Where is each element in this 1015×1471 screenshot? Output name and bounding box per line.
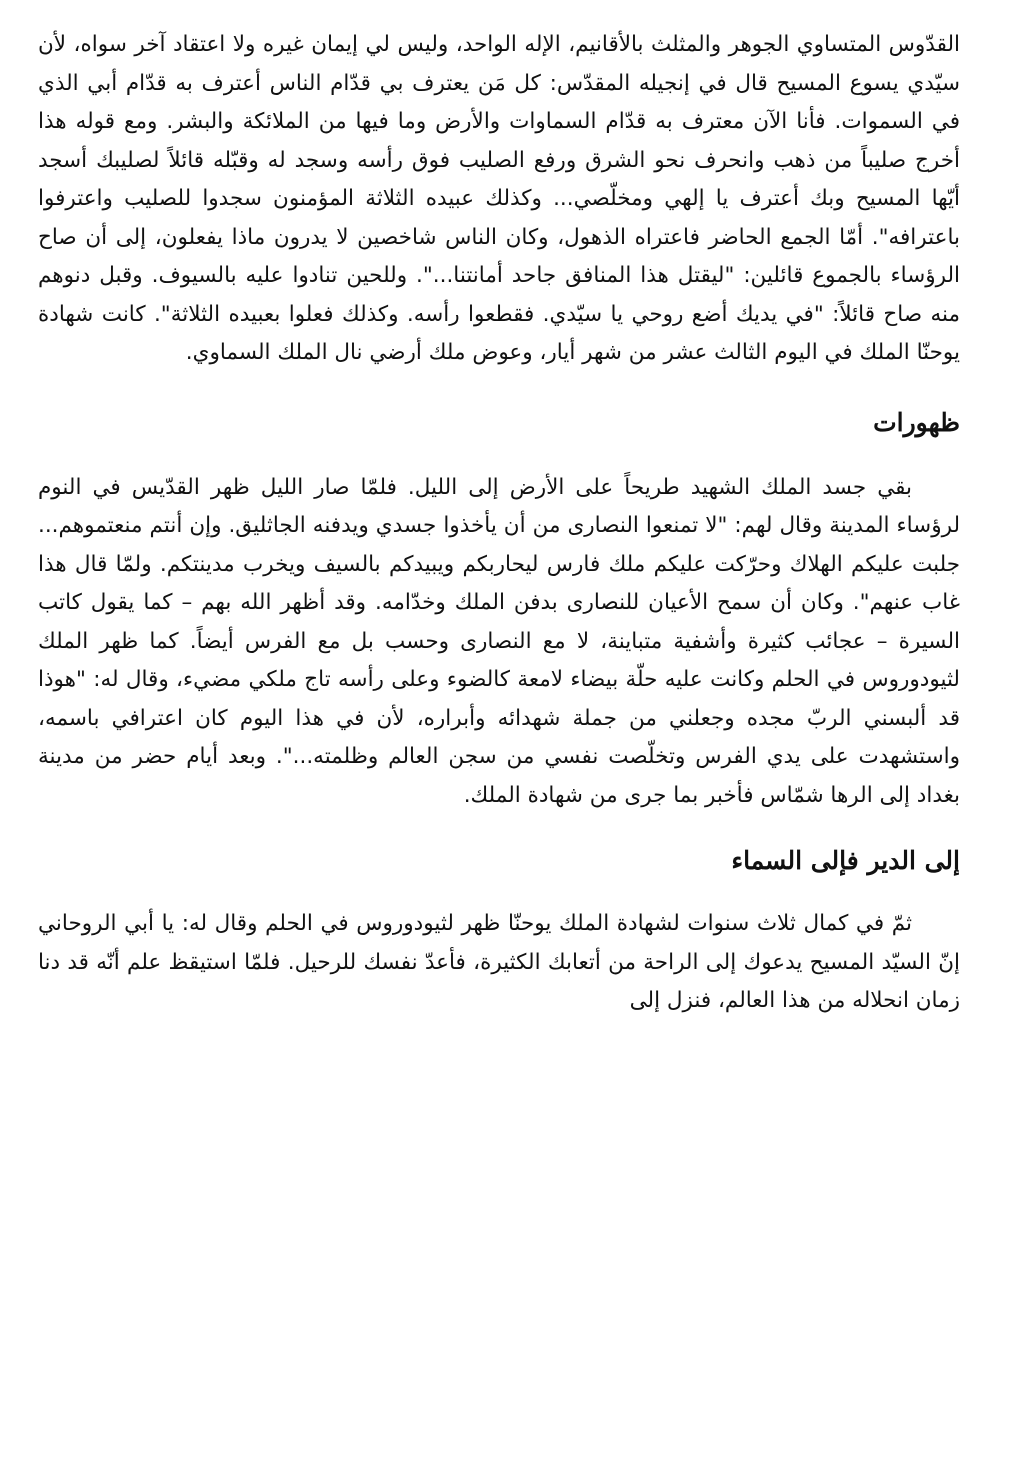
paragraph-monastery: ثمّ في كمال ثلاث سنوات لشهادة الملك يوحنّا ظهر لثيودوروس في الحلم وقال له: يا أبي الروحاني إنّ السيّد المسيح يدعوك إلى الراحة من أتعابك الكثيرة، فأعدّ نفسك للرحيل. فلمّا استيقظ علم أنّه قد دنا زمان انحلاله من هذا العالم، فنزل إلى <box>38 911 960 1013</box>
section-heading-apparitions: ظهورات <box>873 407 960 437</box>
paragraph-martyrdom: القدّوس المتساوي الجوهر والمثلث بالأقانيم، الإله الواحد، وليس لي إيمان غيره ولا اعتقاد آخر سواه، لأن سيّدي يسوع المسيح قال في إنجيله المقدّس: كل مَن يعترف بي قدّام الناس أعترف به قدّام أبي الذي في السموات. فأنا الآن معترف به قدّام السماوات والأرض وما فيها من الملائكة والبشر. ومع قوله هذا أخرج صليباً من ذهب وانحرف نحو الشرق ورفع الصليب فوق رأسه وسجد له وقبّله قائلاً لصليبك أسجد أيّها المسيح وبك أعترف يا إلهي ومخلّصي... وكذلك عبيده الثلاثة المؤمنون سجدوا للصليب واعترفوا باعترافه". أمّا الجمع الحاضر فاعتراه الذهول، وكان الناس شاخصين لا يدرون ماذا يفعلون، إلى أن صاح الرؤساء بالجموع قائلين: "ليقتل هذا المنافق جاحد أمانتنا...". وللحين تنادوا عليه بالسيوف. وقبل دنوهم منه صاح قائلاً: "في يديك أضع روحي يا سيّدي. فقطعوا رأسه. وكذلك فعلوا بعبيده الثلاثة". كانت شهادة يوحنّا الملك في اليوم الثالث عشر من شهر أيار، وعوض ملك أرضي نال الملك السماوي. <box>38 32 960 365</box>
document-page <box>38 26 960 1021</box>
paragraph-apparitions: بقي جسد الملك الشهيد طريحاً على الأرض إلى الليل. فلمّا صار الليل ظهر القدّيس في النوم لرؤساء المدينة وقال لهم: "لا تمنعوا النصارى من أن يأخذوا جسدي ويدفنه الجاثليق. وإن أنتم منعتموهم... جلبت عليكم الهلاك وحرّكت عليكم ملك فارس ليحاربكم ويبيدكم بالسيف ويخرب مدينتكم. ولمّا قال هذا غاب عنهم". وكان أن سمح الأعيان للنصارى بدفن الملك وخدّامه. وقد أظهر الله بهم – كما يقول كاتب السيرة – عجائب كثيرة وأشفية متباينة، لا مع النصارى وحسب بل مع الفرس أيضاً. كما ظهر الملك لثيودوروس في الحلم وكانت عليه حلّة بيضاء لامعة كالضوء وعلى رأسه تاج ملكي مضيء، وقال له: "هوذا قد ألبسني الربّ مجده وجعلني من جملة شهدائه وأبراره، لأن في هذا اليوم كان اعترافي باسمه، واستشهدت على يدي الفرس وتخلّصت نفسي من سجن العالم وظلمته...". وبعد أيام حضر من مدينة بغداد إلى الرها شمّاس فأخبر بما جرى من شهادة الملك. <box>38 474 960 808</box>
section-heading-monastery: إلى الدير فإلى السماء <box>731 846 960 875</box>
